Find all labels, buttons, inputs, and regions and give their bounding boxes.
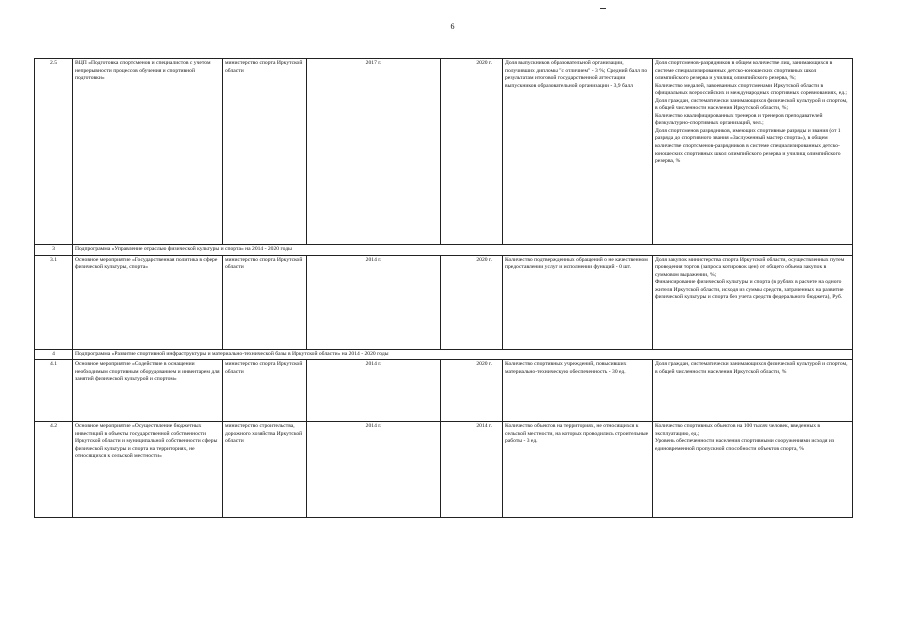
- measure-name: Основное мероприятие «Содействие в оснащении необходимым спортивным оборудованием и инвентарем для занятий физической культурой и спортом»: [73, 360, 223, 422]
- start-year: 2014 г.: [307, 255, 441, 349]
- scan-mark: [600, 8, 606, 9]
- subprogram-row: [35, 245, 853, 256]
- expected-result: Доля выпускников образовательной организации, получивших дипломы "с отличием" - 3 %; Средний балл по результатам итоговой государственной аттестации выпускников образовательной организации - 3,9 балл: [503, 59, 653, 245]
- end-year: 2014 г.: [441, 422, 503, 518]
- row-number: 4.1: [35, 360, 73, 422]
- end-year: 2020 г.: [441, 360, 503, 422]
- indicators: [653, 59, 853, 245]
- measure-name: Основное мероприятие «Осуществление бюджетных инвестиций в объекты государственной собственности Иркутской области и муниципальной собственности сферы физической культуры и спорта на территориях, не относящихся к сельской местности»: [73, 422, 223, 518]
- table-row: [35, 422, 853, 518]
- page-number: 6: [450, 22, 455, 31]
- indicators: [653, 360, 853, 422]
- indicator: Финансирование физической культуры и спорта (в рублях в расчете на одного жителя Иркутской области, исходя из суммы средств, затраченных на развитие физической культуры и спорта без учета средств федерального бюджета), Руб.: [655, 279, 844, 301]
- indicator: Доля граждан, систематически занимающихся физической культурой и спортом, в общей численности населения Иркутской области, %: [655, 361, 848, 375]
- indicator: Доля спортсменов-разрядников в общем количестве лиц, занимающихся в системе специализированных детско-юношеских спортивных школ олимпийского резерва и училищ олимпийского резерва, %;: [655, 60, 833, 82]
- expected-result: Количество объектов на территориях, не относящихся к сельской местности, на которых проводились строительные работы - 3 ед.: [503, 422, 653, 518]
- indicators: [653, 255, 853, 349]
- table-row: [35, 360, 853, 422]
- row-number: 4: [35, 349, 73, 360]
- executor: министерство спорта Иркутской области: [223, 255, 307, 349]
- end-year: 2020 г.: [441, 59, 503, 245]
- row-number: 4.2: [35, 422, 73, 518]
- row-number: 2.5: [35, 59, 73, 245]
- row-number: 3: [35, 245, 73, 256]
- start-year: 2014 г.: [307, 360, 441, 422]
- measure-name: Основное мероприятие «Государственная политика в сфере физической культуры, спорта»: [73, 255, 223, 349]
- indicator: Количество квалифицированных тренеров и тренеров преподавателей физкультурно-спортивных организаций, чел.;: [655, 112, 823, 127]
- expected-result: Количество подтвержденных обращений о не качественном предоставлении услуг и исполнении функций - 0 шт.: [503, 255, 653, 349]
- executor: министерство спорта Иркутской области: [223, 360, 307, 422]
- indicator: Доля граждан, систематически занимающихся физической культурой и спортом, в общей численности населения Иркутской области, %;: [655, 97, 848, 112]
- indicator: Доля закупок министерства спорта Иркутской области, осуществленных путем проведения торгов (запроса котировок цен) от общего объема закупок в суммовом выражении, %;: [655, 256, 845, 278]
- table-row: [35, 255, 853, 349]
- subprogram-row: [35, 349, 853, 360]
- indicators: [653, 422, 853, 518]
- table-row: [35, 59, 853, 245]
- measure-name: ВЦП «Подготовка спортсменов и специалистов с учетом непрерывности процессов обучения и спортивной подготовки»: [73, 59, 223, 245]
- subprogram-title: Подпрограмма «Развитие спортивной инфраструктуры и материально-технической базы в Иркутской области» на 2014 - 2020 годы: [73, 349, 853, 360]
- start-year: 2017 г.: [307, 59, 441, 245]
- executor: министерство спорта Иркутской области: [223, 59, 307, 245]
- executor: министерство строительства, дорожного хозяйства Иркутской области: [223, 422, 307, 518]
- indicator: Количество спортивных объектов на 100 тысяч человек, введенных в эксплуатацию, ед.;: [655, 423, 821, 437]
- indicator: Доля спортсменов разрядников, имеющих спортивные разряды и звания (от 1 разряда до спортивного звания «Заслуженный мастер спорта»), в общем количестве спортсменов-разрядников в системе специализированных детско-юношеских спортивных школ олимпийского резерва и училищ олимпийского резерва, %: [655, 127, 841, 165]
- subprogram-title: Подпрограмма «Управление отраслью физической культуры и спорта» на 2014 - 2020 годы: [73, 245, 853, 256]
- row-number: 3.1: [35, 255, 73, 349]
- start-year: 2014 г.: [307, 422, 441, 518]
- indicator: Количество медалей, завоеванных спортсменами Иркутской области в официальных всероссийских и международных спортивных соревнованиях, ед.;: [655, 82, 847, 97]
- indicator: Уровень обеспеченности населения спортивными сооружениями исходя из единовременной пропускной способности объектов спорта, %: [655, 438, 835, 452]
- expected-result: Количество спортивных учреждений, повысивших материально-техническую обеспеченность - 30 ед.: [503, 360, 653, 422]
- program-table: [34, 58, 853, 518]
- end-year: 2020 г.: [441, 255, 503, 349]
